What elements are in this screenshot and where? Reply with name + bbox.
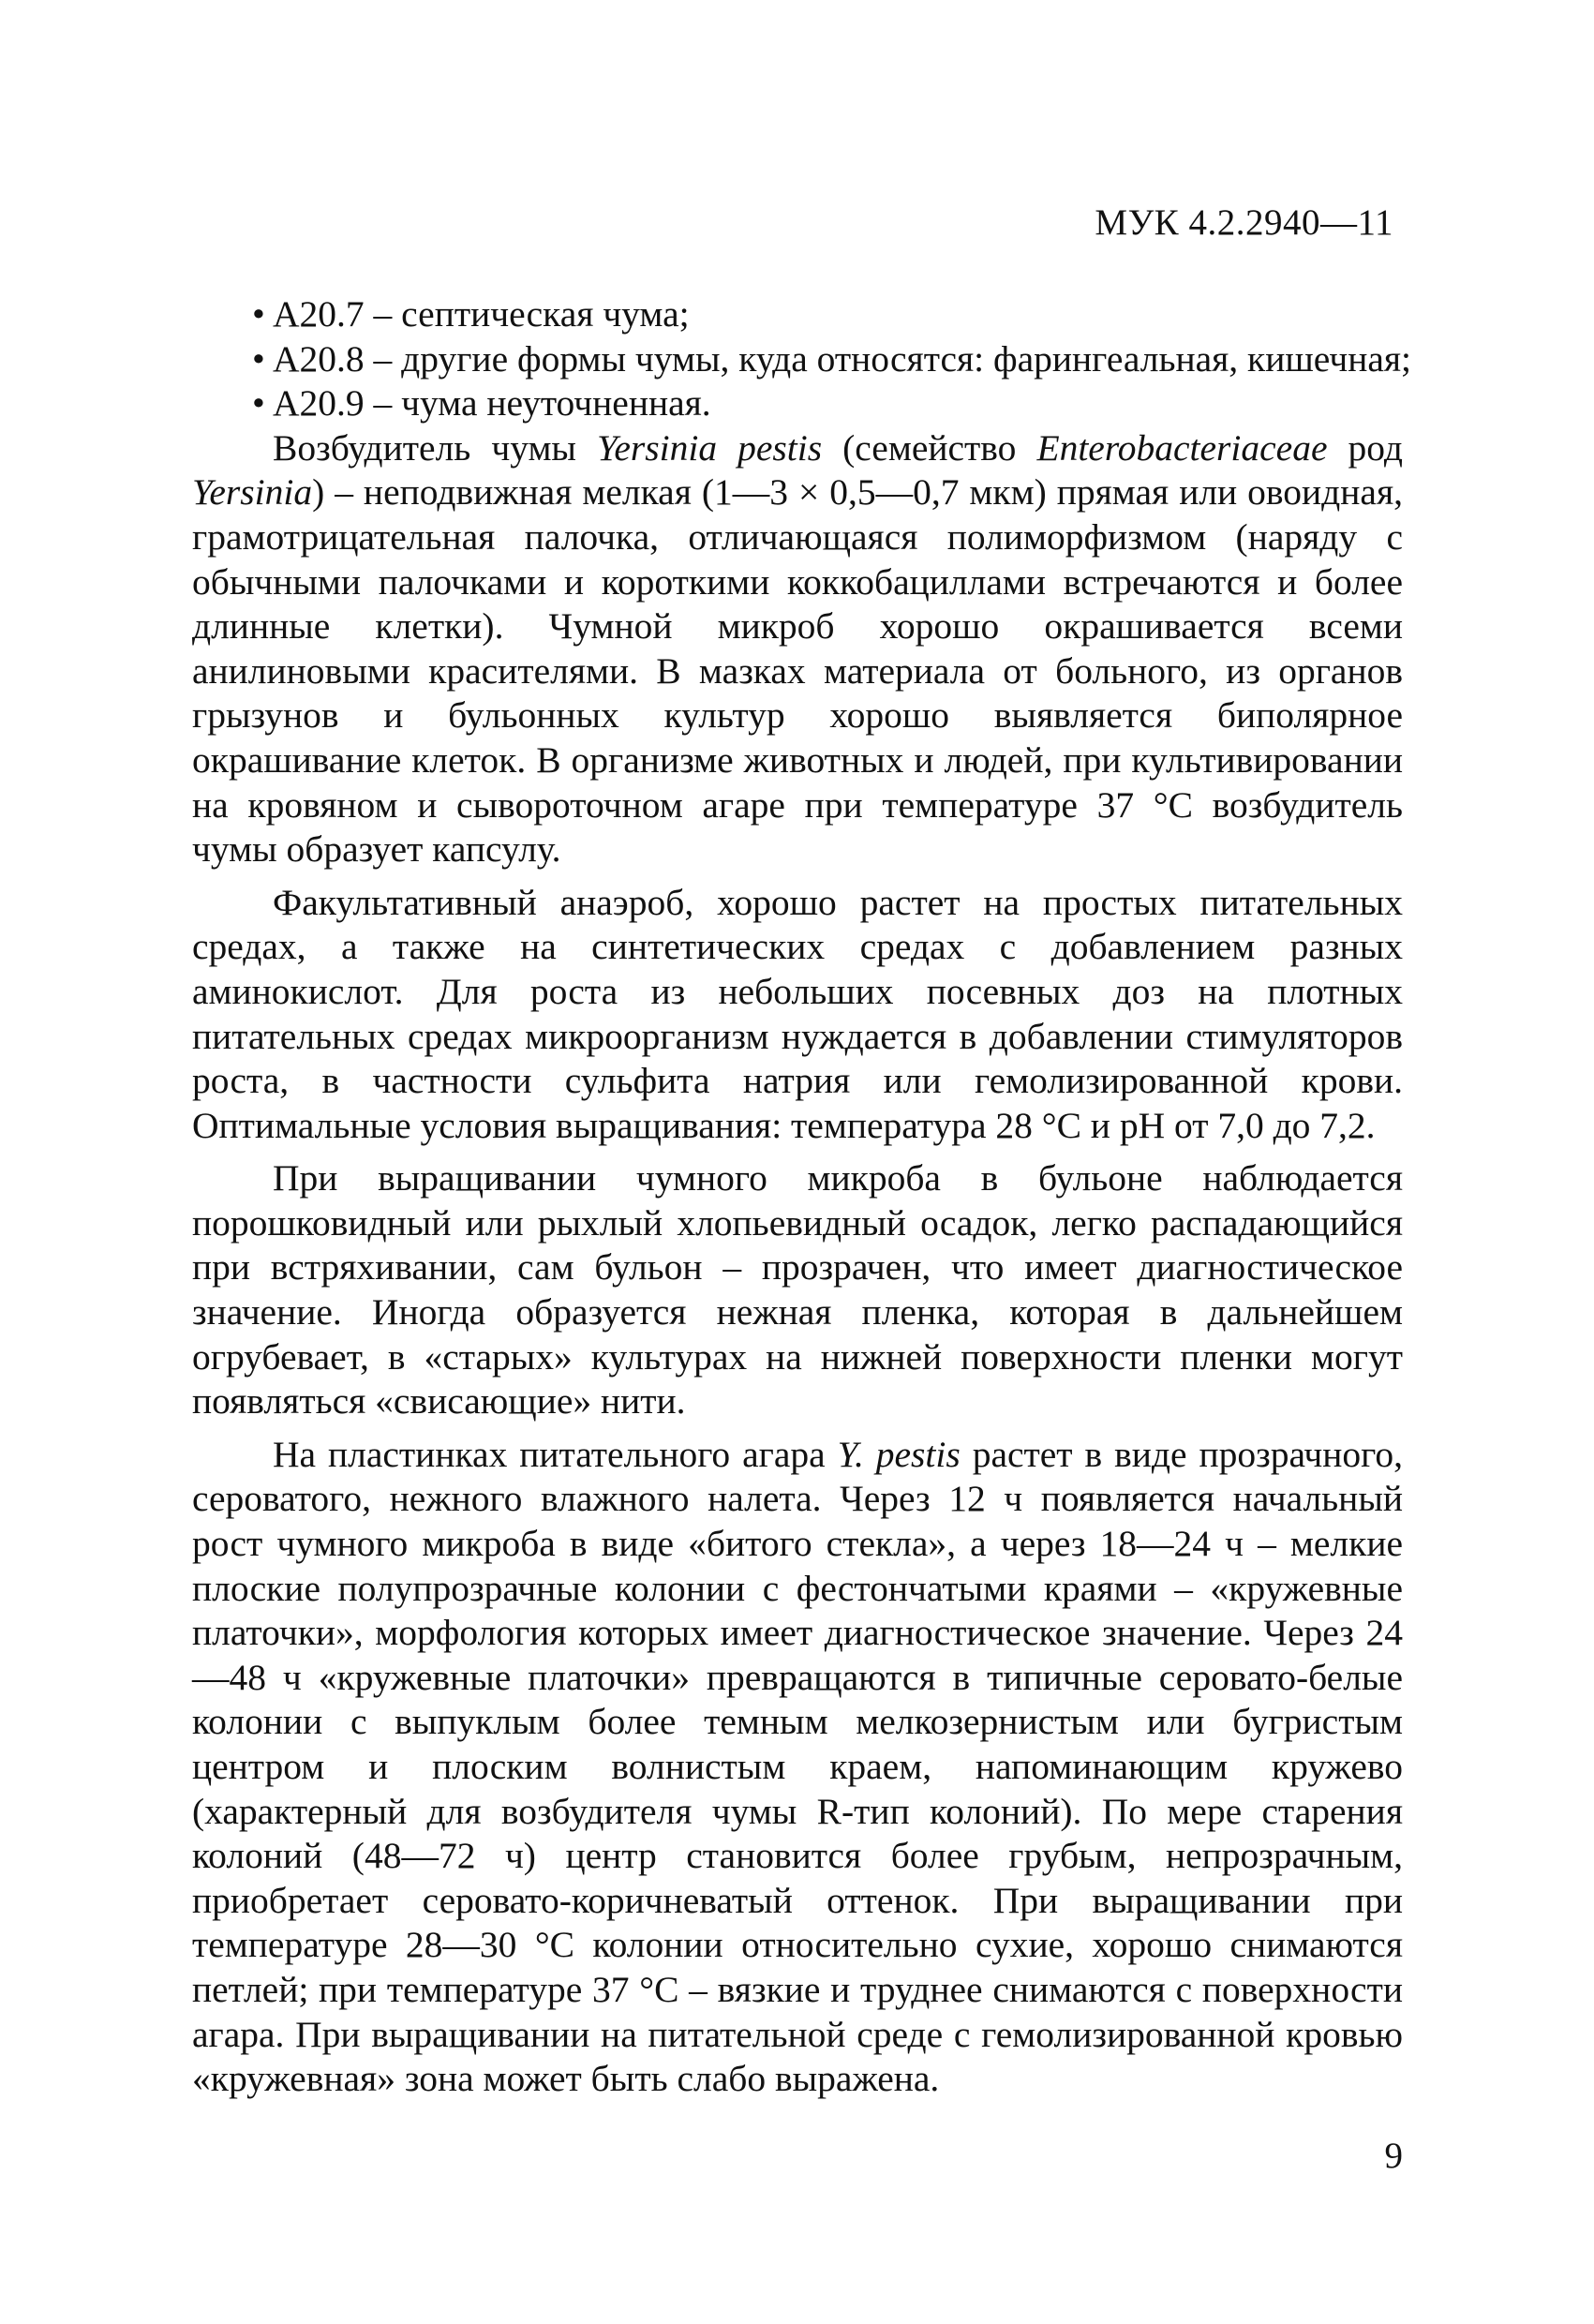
paragraph-growth-conditions: Факультативный анаэроб, хорошо растет на простых питательных средах, а также на синтетических средах с добавлением разных аминокислот. Для роста из небольших посевных доз на плотных питательных средах микроорганизм нуждается в добавлении стимуляторов роста, в частности сульфита натрия или гемолизированной крови. Оптимальные условия выращивания: температура 28 °С и рН от 7,0 до 7,2. — [192, 881, 1403, 1146]
text-run: На пластинках питательного агара — [273, 1433, 838, 1475]
list-item — [192, 292, 1403, 337]
list-item-text: А20.7 – септическая чума; — [273, 293, 690, 335]
text-run: (семейство — [822, 426, 1037, 469]
bullet-icon: • — [252, 293, 265, 335]
document-code-header: МУК 4.2.2940—11 — [1095, 202, 1393, 243]
genus-name: Yersinia — [192, 471, 313, 514]
family-name: Enterobacteriaceae — [1036, 426, 1328, 469]
page-number: 9 — [1384, 2136, 1403, 2176]
list-item-text: А20.9 – чума неуточненная. — [273, 382, 711, 425]
paragraph-broth-growth: При выращивании чумного микроба в бульоне наблюдается порошковидный или рыхлый хлопьевидный осадок, легко распадающийся при встряхивании, сам бульон – прозрачен, что имеет диагностическое значение. Иногда образуется нежная пленка, которая в дальнейшем огрубевает, в «старых» культурах на нижней поверхности пленки могут появляться «свисающие» нити. — [192, 1157, 1403, 1423]
text-run: род — [1327, 426, 1403, 469]
text-run: растет в виде прозрачного, сероватого, нежного влажного налета. Через 12 ч появляется начальный рост чумного микроба в виде «битого стекла», а через 18—24 ч – мелкие плоские полупрозрачные колонии с фестончатыми краями – «кружевные платочки», морфология которых имеет диагностическое значение. Через 24—48 ч «кружевные платочки» превращаются в типичные серовато-белые колонии с выпуклым более темным мелкозернистым или бугристым центром и плоским волнистым краем, напоминающим кружево (характерный для возбудителя чумы R-тип колоний). По мере старения колоний (48—72 ч) центр становится более грубым, непрозрачным, приобретает серовато-коричневатый оттенок. При выращивании при температуре 28—30 °С колонии относительно сухие, хорошо снимаются петлей; при температуре 37 °С – вязкие и труднее снимаются с поверхности агара. При выращивании на питательной среде с гемолизированной кровью «кружевная» зона может быть слабо выражена. — [192, 1433, 1403, 2100]
bullet-icon: • — [252, 337, 265, 380]
list-item — [192, 337, 1412, 382]
species-name: Y. pestis — [837, 1433, 961, 1475]
paragraph-agar-colonies — [192, 1433, 1403, 2102]
text-run: ) – неподвижная мелкая (1—3 × 0,5—0,7 мкм) прямая или овоидная, грамотрицательная палочка, отличающаяся полиморфизмом (наряду с обычными палочками и короткими коккобациллами встречаются и более длинные клетки). Чумной микроб хорошо окрашивается всеми анилиновыми красителями. В мазках материала от больного, из органов грызунов и бульонных культур хорошо выявляется биполярное окрашивание клеток. В организме животных и людей, при культивировании на кровяном и сывороточном агаре при температуре 37 °С возбудитель чумы образует капсулу. — [192, 471, 1403, 871]
paragraph-pathogen-description — [192, 426, 1403, 872]
list-item-text: А20.8 – другие формы чумы, куда относятся: фарингеальная, кишечная; — [273, 337, 1412, 380]
bullet-icon: • — [252, 382, 265, 425]
page-body — [192, 292, 1412, 2102]
icd-code-list — [192, 292, 1412, 426]
text-run: Возбудитель чумы — [273, 426, 598, 469]
list-item — [192, 381, 1403, 426]
species-name: Yersinia pestis — [597, 426, 823, 469]
